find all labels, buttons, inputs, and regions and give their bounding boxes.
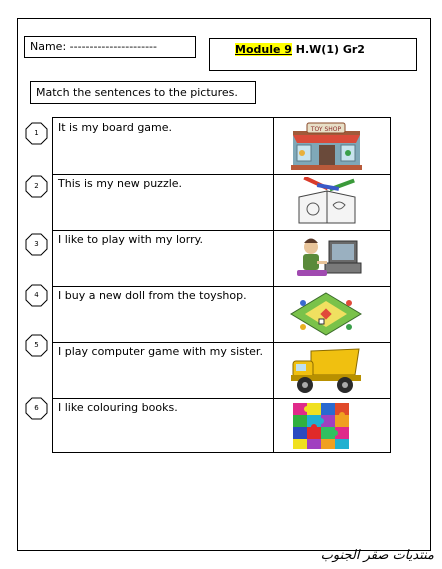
matching-table: [52, 117, 391, 453]
toy-shop-picture: [289, 121, 364, 171]
forum-watermark: منتديات صقر الجنوب: [320, 548, 434, 563]
sentence-text: I buy a new doll from the toyshop.: [58, 289, 247, 302]
number-badge-4: [25, 284, 48, 307]
number-label: 6: [34, 404, 39, 412]
puzzle-picture: [289, 401, 364, 451]
number-badge-6: [25, 397, 48, 420]
number-label: 3: [34, 240, 39, 248]
number-badge-1: [25, 122, 48, 145]
module-homework-label: H.W(1) Gr2: [291, 43, 365, 56]
table-row: [53, 398, 390, 454]
table-row: [53, 342, 390, 399]
table-row: [53, 118, 390, 175]
number-badge-5: [25, 334, 48, 357]
sentence-text: I like colouring books.: [58, 401, 178, 414]
number-label: 1: [34, 129, 39, 137]
sentence-text: I like to play with my lorry.: [58, 233, 204, 246]
board-game-picture: [289, 289, 364, 339]
computer-game-picture: [289, 233, 364, 283]
number-label: 2: [34, 182, 39, 190]
module-title: [209, 38, 417, 71]
colouring-book-picture: [289, 177, 364, 227]
table-row: [53, 174, 390, 231]
module-highlight: Module 9: [235, 43, 292, 56]
table-row: [53, 230, 390, 287]
number-label: 5: [34, 341, 39, 349]
svg-text:TOY SHOP: TOY SHOP: [310, 126, 342, 133]
lorry-picture: [289, 345, 364, 395]
instruction-box: Match the sentences to the pictures.: [30, 81, 256, 104]
sentence-text: I play computer game with my sister.: [58, 345, 263, 358]
sentence-text: It is my board game.: [58, 121, 173, 134]
sentence-text: This is my new puzzle.: [58, 177, 183, 190]
table-row: [53, 286, 390, 343]
number-label: 4: [34, 291, 39, 299]
number-badge-3: [25, 233, 48, 256]
number-badge-2: [25, 175, 48, 198]
name-field: Name: ----------------------: [24, 36, 196, 58]
